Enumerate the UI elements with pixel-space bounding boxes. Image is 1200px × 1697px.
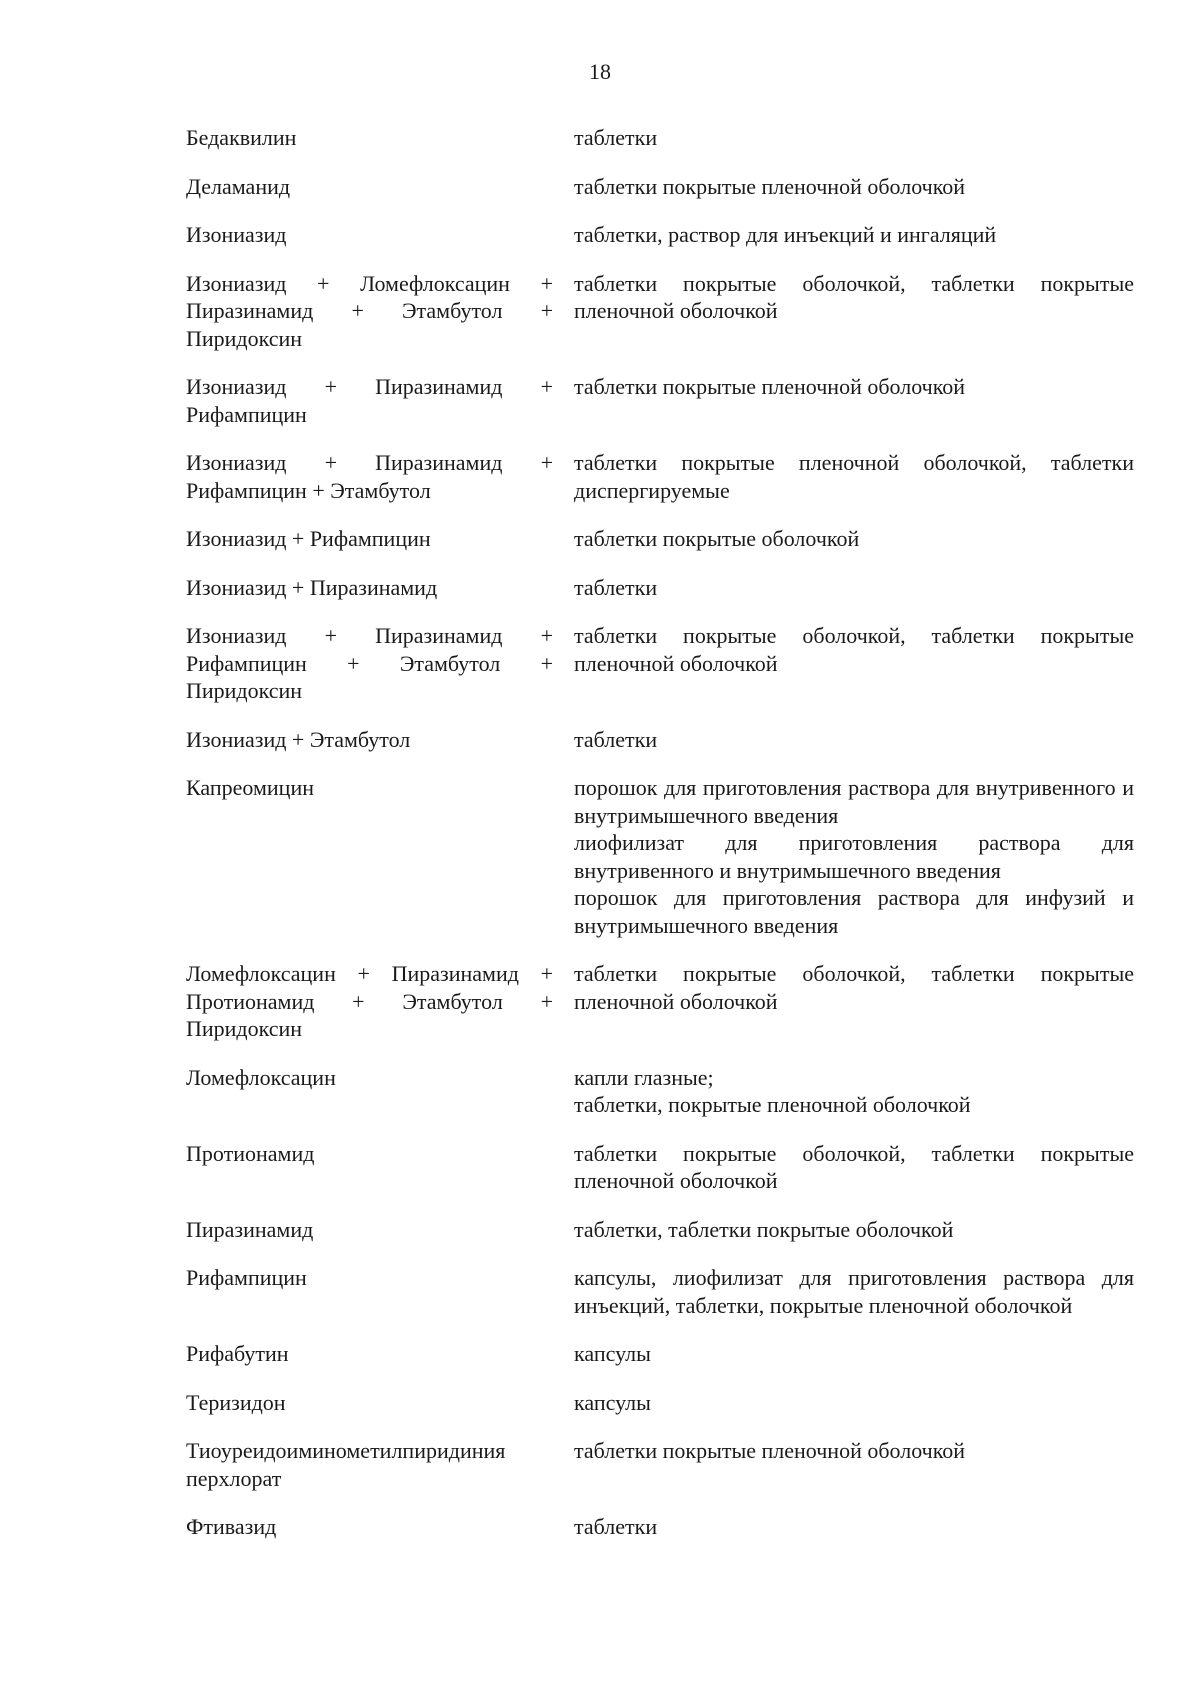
- table-row: [186, 449, 1134, 504]
- dosage-form-text: таблетки покрытые оболочкой, таблетки покрытые пленочной оболочкой: [574, 623, 1134, 676]
- drug-name: Изониазид: [186, 222, 287, 247]
- table-row: [186, 960, 1134, 1043]
- drug-name: Тиоуреидоиминометилпиридиния перхлорат: [186, 1438, 506, 1491]
- drug-name: Изониазид + Рифампицин: [186, 526, 431, 551]
- drug-name: Бедаквилин: [186, 125, 297, 150]
- table-row: [186, 270, 1134, 353]
- dosage-form-text: капли глазные;: [574, 1064, 714, 1090]
- dosage-form-text: таблетки: [574, 726, 658, 752]
- table-row: [186, 774, 1134, 939]
- table-row: [186, 726, 1134, 754]
- drug-name: Деламанид: [186, 173, 291, 199]
- dosage-form-text: порошок для приготовления раствора для инфузий и внутримышечного введения: [574, 885, 1134, 938]
- dosage-form-text: таблетки покрытые оболочкой, таблетки покрытые пленочной оболочкой: [574, 1140, 1134, 1193]
- drug-name: Капреомицин: [186, 775, 314, 800]
- dosage-forms: [574, 449, 1134, 504]
- drug-name: Пиразинамид: [186, 1216, 314, 1242]
- drug-table: [186, 124, 1134, 1562]
- table-row: [186, 1064, 1134, 1119]
- table-row: [186, 574, 1134, 602]
- drug-name: Изониазид + Этамбутол: [186, 726, 411, 752]
- dosage-form-text: таблетки покрытые пленочной оболочкой, таблетки диспергируемые: [574, 450, 1134, 503]
- dosage-forms: [574, 525, 1134, 553]
- drug-name: Изониазид + Пиразинамид + Рифампицин: [186, 374, 553, 427]
- dosage-form-text: капсулы: [574, 1389, 651, 1415]
- dosage-form-text: таблетки: [574, 574, 658, 600]
- drug-name: Ломефлоксацин + Пиразинамид + Протионамид + Этамбутол + Пиридоксин: [186, 961, 553, 1041]
- table-row: [186, 1140, 1134, 1195]
- dosage-form-text: таблетки покрытые пленочной оболочкой: [574, 173, 966, 199]
- dosage-forms: [574, 1389, 1134, 1417]
- table-row: [186, 1437, 1134, 1492]
- drug-name: Ломефлоксацин: [186, 1064, 336, 1090]
- drug-name: Изониазид + Пиразинамид + Рифампицин + Этамбутол + Пиридоксин: [186, 623, 553, 703]
- dosage-forms: [574, 173, 1134, 201]
- dosage-form-text: таблетки покрытые оболочкой, таблетки покрытые пленочной оболочкой: [574, 961, 1134, 1014]
- dosage-form-text: лиофилизат для приготовления раствора для внутривенного и внутримышечного введения: [574, 830, 1134, 883]
- dosage-form-text: таблетки: [574, 1514, 658, 1539]
- dosage-form-text: таблетки, раствор для инъекций и ингаляций: [574, 222, 997, 247]
- table-row: [186, 1513, 1134, 1541]
- drug-name: Теризидон: [186, 1389, 286, 1415]
- table-row: [186, 221, 1134, 249]
- dosage-forms: [574, 373, 1134, 401]
- drug-name: Рифампицин: [186, 1265, 307, 1290]
- drug-name: Изониазид + Пиразинамид + Рифампицин + Этамбутол: [186, 450, 553, 503]
- dosage-forms: [574, 1140, 1134, 1195]
- dosage-forms: [574, 726, 1134, 754]
- table-row: [186, 622, 1134, 705]
- table-row: [186, 373, 1134, 428]
- drug-name: Изониазид + Пиразинамид: [186, 574, 438, 600]
- dosage-forms: [574, 1513, 1134, 1541]
- drug-name: Изониазид + Ломефлоксацин + Пиразинамид + Этамбутол + Пиридоксин: [186, 270, 553, 351]
- dosage-forms: [574, 1064, 1134, 1119]
- dosage-forms: [574, 574, 1134, 602]
- table-row: [186, 1264, 1134, 1319]
- dosage-form-text: таблетки покрытые пленочной оболочкой: [574, 1438, 966, 1463]
- table-row: [186, 1340, 1134, 1368]
- table-row: [186, 525, 1134, 553]
- dosage-forms: [574, 124, 1134, 152]
- dosage-forms: [574, 1437, 1134, 1465]
- dosage-form-text: таблетки, таблетки покрытые оболочкой: [574, 1216, 954, 1242]
- dosage-form-text: таблетки покрытые оболочкой: [574, 526, 860, 551]
- dosage-forms: [574, 221, 1134, 249]
- dosage-form-text: таблетки покрытые оболочкой, таблетки покрытые пленочной оболочкой: [574, 270, 1134, 323]
- page-number: 18: [589, 59, 611, 84]
- dosage-form-text: капсулы: [574, 1341, 651, 1366]
- dosage-forms: [574, 1340, 1134, 1368]
- drug-name: Фтивазид: [186, 1514, 277, 1539]
- drug-name: Рифабутин: [186, 1341, 289, 1366]
- table-row: [186, 1389, 1134, 1417]
- dosage-forms: [574, 1264, 1134, 1319]
- dosage-forms: [574, 270, 1134, 325]
- table-row: [186, 124, 1134, 152]
- table-row: [186, 173, 1134, 201]
- dosage-form-text: таблетки покрытые пленочной оболочкой: [574, 374, 966, 399]
- table-row: [186, 1216, 1134, 1244]
- dosage-forms: [574, 1216, 1134, 1244]
- dosage-forms: [574, 774, 1134, 939]
- dosage-form-text: таблетки: [574, 125, 658, 150]
- dosage-form-text: порошок для приготовления раствора для внутривенного и внутримышечного введения: [574, 775, 1134, 828]
- dosage-forms: [574, 960, 1134, 1015]
- dosage-form-text: таблетки, покрытые пленочной оболочкой: [574, 1092, 971, 1117]
- dosage-form-text: капсулы, лиофилизат для приготовления раствора для инъекций, таблетки, покрытые пленочной оболочкой: [574, 1265, 1134, 1318]
- dosage-forms: [574, 622, 1134, 677]
- drug-name: Протионамид: [186, 1140, 315, 1166]
